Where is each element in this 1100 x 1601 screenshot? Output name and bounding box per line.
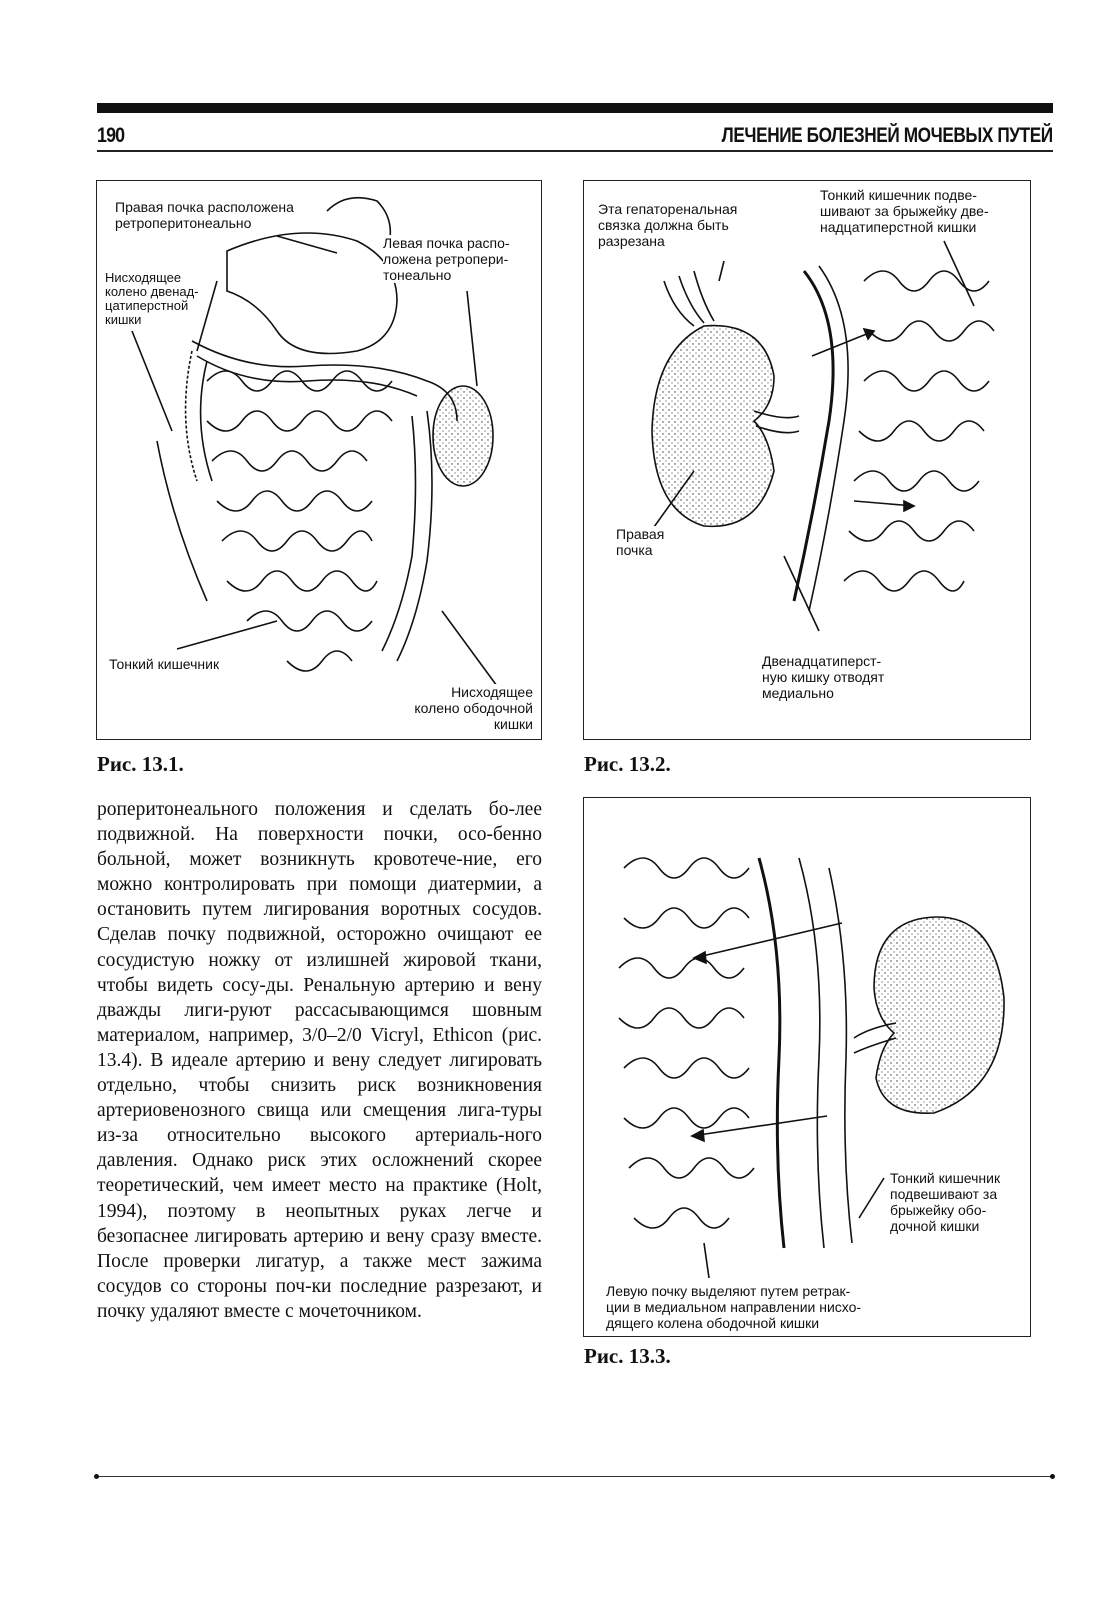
fig1-label-small-intestine: Тонкий кишечник [109,656,220,672]
fig2-label-hepatorenal-ligament: Эта гепаторенальная связка должна быть разрезана [598,201,738,249]
footer-rule-dot-right [1050,1474,1055,1479]
fig2-label-duodenum-medial: Двенадцатиперст- ную кишку отводят медиально [762,653,885,701]
figure-13-1 [96,180,542,740]
fig3-label-small-intestine-colon: Тонкий кишечник подвешивают за брыжейку обо- дочной кишки [890,1170,1001,1234]
header-rule [97,150,1053,152]
fig1-label-right-kidney: Правая почка расположена ретроперитонеально [115,199,294,231]
fig1-caption: Рис. 13.1. [97,752,184,776]
figure-13-3 [583,797,1031,1337]
fig2-caption: Рис. 13.2. [584,752,671,776]
fig1-label-left-kidney: Левая почка распо- ложена ретропери- тонеально [383,235,510,283]
fig3-label-left-kidney-retraction: Левую почку выделяют путем ретрак- ции в медиальном направлении нисхо- дящего колена ободочной кишки [606,1283,862,1331]
fig1-label-descending-duodenum: Нисходящее колено двенад- цатиперстной кишки [105,270,199,327]
header-top-bar [97,103,1053,113]
fig2-label-small-intestine: Тонкий кишечник подве- шивают за брыжейку две- надцатиперстной кишки [820,187,989,235]
fig2-label-right-kidney: Правая почка [616,526,665,558]
fig3-caption: Рис. 13.3. [584,1344,671,1368]
page-number: 190 [97,124,125,147]
fig1-label-descending-colon: Нисходящее колено ободочной кишки [414,684,533,732]
footer-rule [97,1476,1053,1477]
body-paragraph: роперитонеального положения и сделать бо-лее подвижной. На поверхности почки, осо-бенно больной, может возникнуть кровотече-ние, его можно контролировать при помощи диатермии, а остановить путем лигирования воротных сосудов. Сделав почку подвижной, осторожно очищают ее сосудистую ножку от излишней жировой ткани, чтобы видеть сосу-ды. Ренальную артерию и вену дважды лиги-руют рассасывающимся шовным материалом, например, 3/0–2/0 Vicryl, Ethicon (рис. 13.4). В идеале артерию и вену следует лигировать отдельно, чтобы снизить риск возникновения артериовенозного свища или смещения лига-туры из-за относительно высокого артериаль-ного давления. Однако риск этих осложнений скорее теоретический, чем имеет место на практике (Holt, 1994), поэтому в неопытных руках легче и безопаснее лигировать артерию и вену сразу вместе. После проверки лигатур, а также мест зажима сосудов со стороны поч-ки последние разрезают, и почку удаляют вместе с мочеточником. [97,799,542,1322]
figure-13-2 [583,180,1031,740]
figure-13-3-illustration [584,798,1030,1336]
running-head: ЛЕЧЕНИЕ БОЛЕЗНЕЙ МОЧЕВЫХ ПУТЕЙ [721,124,1053,147]
footer-rule-dot-left [94,1474,99,1479]
